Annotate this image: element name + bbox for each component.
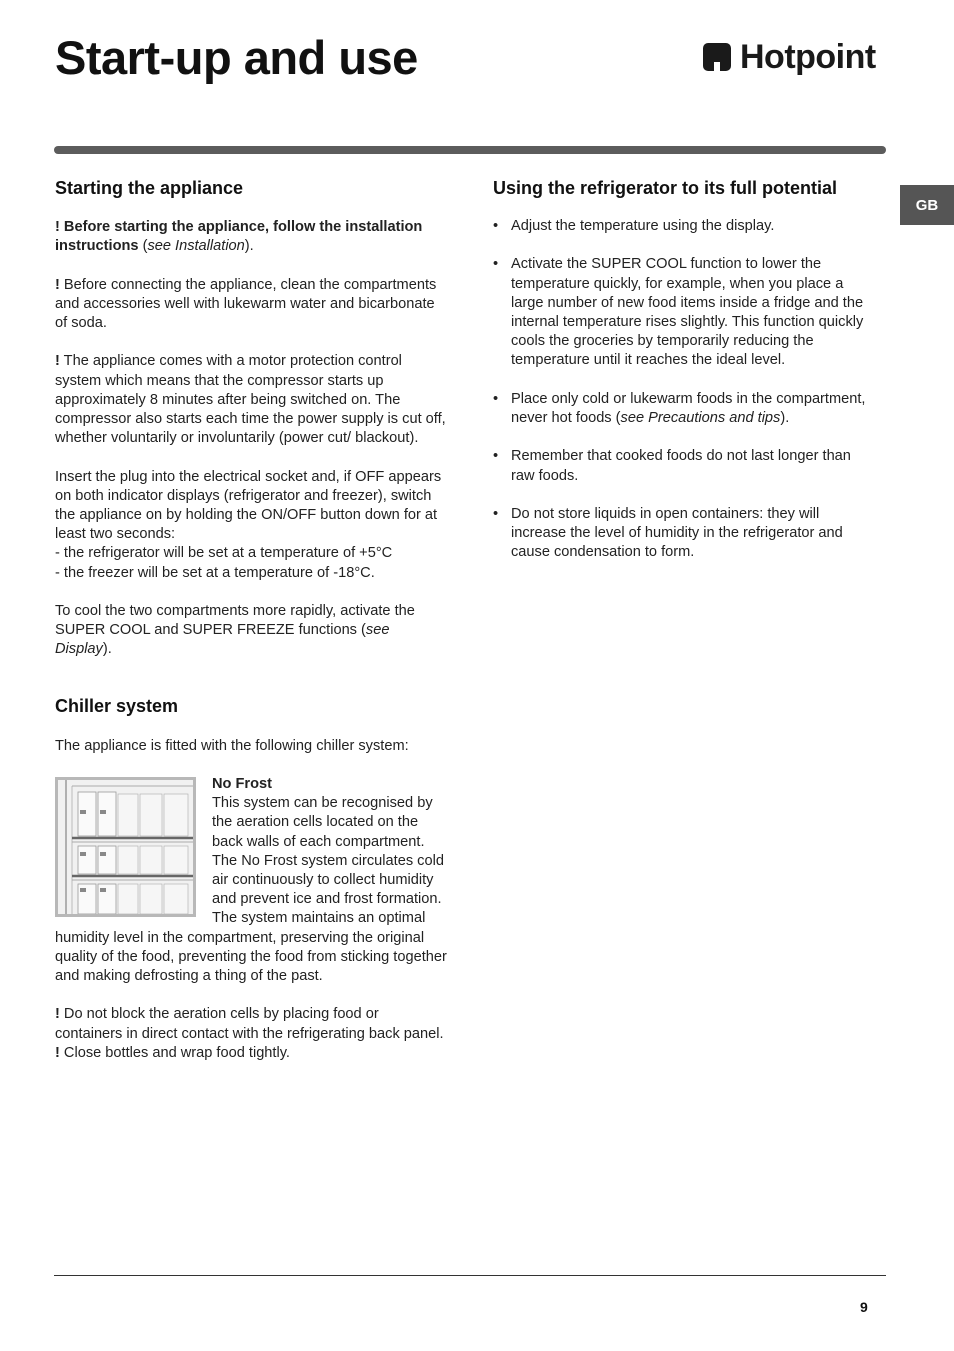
list-item: • Do not store liquids in open containers: they will increase the level of humidity in the refrigerator and cause condensation to form. (493, 505, 878, 563)
warning-motor-protection: ! The appliance comes with a motor protection control system which means that the compressor starts up approximately 8 minutes after being switched on. The compressor also starts each time the power supply is cut off, whether voluntarily or involuntarily (power cut/ blackout). (55, 353, 446, 447)
exclamation-icon: ! (55, 353, 60, 370)
brand-mark-icon (703, 43, 731, 71)
warning-aeration-cells: ! Do not block the aeration cells by placing food or containers in direct contact with the refrigerating back panel. (55, 1006, 444, 1042)
usage-tips-list (493, 217, 878, 563)
plug-instructions: Insert the plug into the electrical socket and, if OFF appears on both indicator displays (refrigerator and freezer), switch the appliance on by holding the ON/OFF button down for at least two seconds: (55, 468, 442, 543)
plug-line-freezer: - the freezer will be set at a temperature of -18°C. (55, 564, 375, 581)
cool-instructions: To cool the two compartments more rapidly, activate the SUPER COOL and SUPER FREEZE functions (see Display). (55, 603, 415, 658)
section-heading-chiller: Chiller system (55, 695, 179, 716)
exclamation-icon: ! (55, 1044, 60, 1061)
warning-close-bottles: ! Close bottles and wrap food tightly. (55, 1044, 290, 1061)
no-frost-text-2: The No Frost system circulates cold air continuously to collect humidity and prevent ice and frost formation. The system maintains an optimal humidity level in the compartment, preserving the original quality of the food, preventing the food from sticking together and making defrosting a thing of the past. (55, 852, 447, 985)
list-item: • Remember that cooked foods do not last longer than raw foods. (493, 447, 878, 485)
right-column (493, 178, 878, 582)
list-item: • Activate the SUPER COOL function to lower the temperature quickly, for example, when you place a large number of new food items inside a fridge and the internal temperature rises slightly. This function quickly cools the groceries by temporarily reducing the temperature until it reaches the ideal level. (493, 255, 878, 370)
exclamation-icon: ! (55, 219, 60, 235)
exclamation-icon: ! (55, 276, 60, 293)
page-number: 9 (860, 1299, 868, 1315)
brand-name: Hotpoint (740, 38, 876, 76)
warning-install: ! Before starting the appliance, follow the installation instructions (see Installation). (55, 219, 423, 255)
brand-logo (703, 38, 876, 76)
page-title: Start-up and use (55, 31, 418, 84)
list-item: • Place only cold or lukewarm foods in the compartment, never hot foods (see Precautions and tips). (493, 390, 878, 428)
no-frost-illustration (55, 777, 196, 917)
section-heading-starting: Starting the appliance (55, 178, 244, 198)
plug-line-refrigerator: - the refrigerator will be set at a temperature of +5°C (55, 545, 393, 562)
chiller-intro: The appliance is fitted with the following chiller system: (55, 737, 409, 754)
warning-clean: ! Before connecting the appliance, clean the compartments and accessories well with lukewarm water and bicarbonate of soda. (55, 276, 437, 331)
no-frost-heading: No Frost (212, 776, 272, 792)
exclamation-icon: ! (55, 1006, 60, 1023)
no-frost-block (55, 775, 450, 986)
header-rule (54, 146, 886, 154)
no-frost-text-1: This system can be recognised by the aeration cells located on the back walls of each compartment. (212, 795, 433, 850)
footer-rule (54, 1275, 886, 1276)
list-item: • Adjust the temperature using the display. (493, 217, 878, 236)
left-column (55, 178, 450, 1063)
language-tab: GB (900, 185, 954, 225)
section-heading-using: Using the refrigerator to its full potential (493, 178, 838, 198)
